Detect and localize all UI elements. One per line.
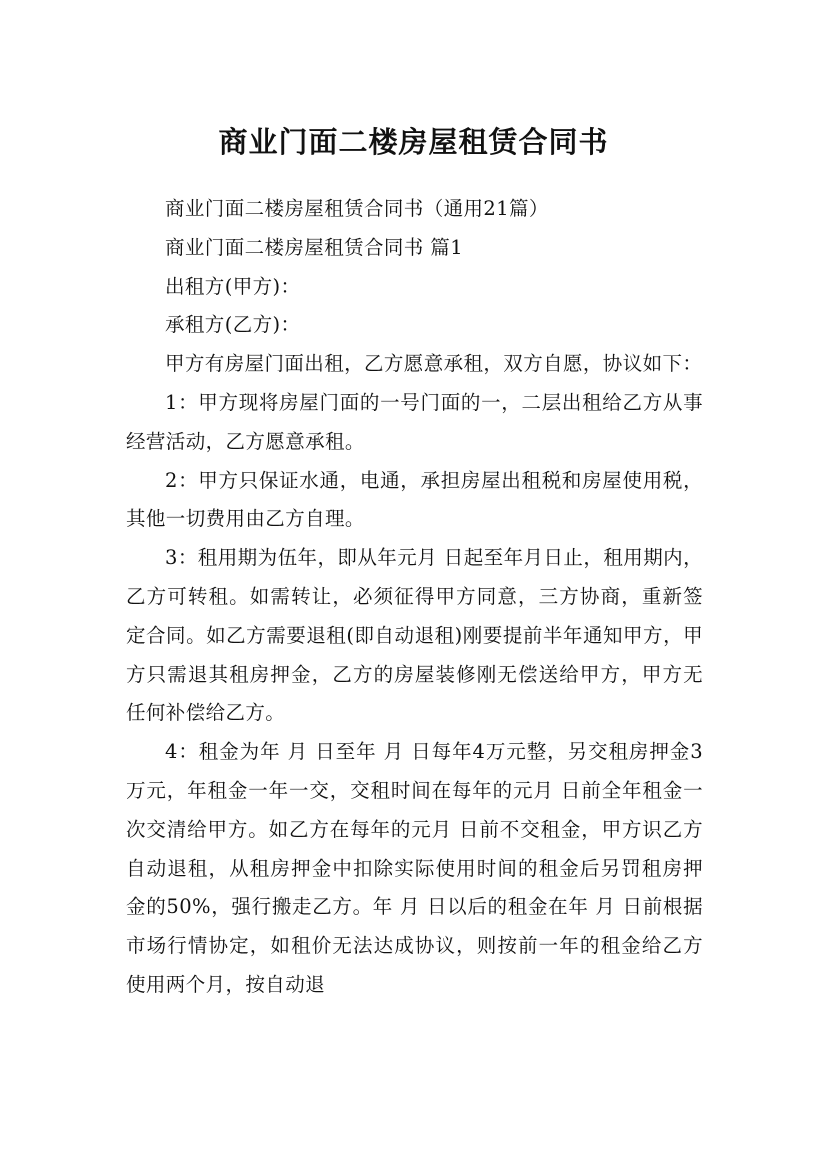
intro-paragraph: 甲方有房屋门面出租，乙方愿意承租，双方自愿，协议如下：	[165, 352, 703, 376]
section-heading: 商业门面二楼房屋租赁合同书 篇1	[165, 235, 464, 259]
document-title: 商业门面二楼房屋租赁合同书	[218, 125, 609, 160]
clause-3: 3：租用期为伍年，即从年元月 日起至年月日止，租用期内，乙方可转租。如需转让，必须征得甲方同意，三方协商，重新签定合同。如乙方需要退租(即自动退租)刚要提前半年通知甲方，甲方只需退其租房押金，乙方的房屋装修刚无偿送给甲方，甲方无任何补偿给乙方。	[126, 546, 703, 725]
clause-4: 4：租金为年 月 日至年 月 日每年4万元整，另交租房押金3万元，年租金一年一交，交租时间在每年的元月 日前全年租金一次交清给甲方。如乙方在每年的元月 日前不交租金，甲方识乙方自动退租，从租房押金中扣除实际使用时间的租金后另罚租房押金的50%，强行搬走乙方。年 月 日以后的租金在年 月 日前根据市场行情协定，如租价无法达成协议，则按前一年的租金给乙方使用两个月，按自动退	[126, 740, 703, 996]
lessor-line: 出租方(甲方)：	[165, 274, 301, 298]
clause-1: 1：甲方现将房屋门面的一号门面的一，二层出租给乙方从事经营活动，乙方愿意承租。	[126, 390, 703, 453]
subtitle-paragraph: 商业门面二楼房屋租赁合同书（通用21篇）	[165, 197, 549, 220]
document-body	[126, 190, 703, 1005]
lessee-line: 承租方(乙方)：	[165, 313, 301, 337]
clause-2: 2：甲方只保证水通，电通，承担房屋出租税和房屋使用税，其他一切费用由乙方自理。	[126, 468, 703, 531]
